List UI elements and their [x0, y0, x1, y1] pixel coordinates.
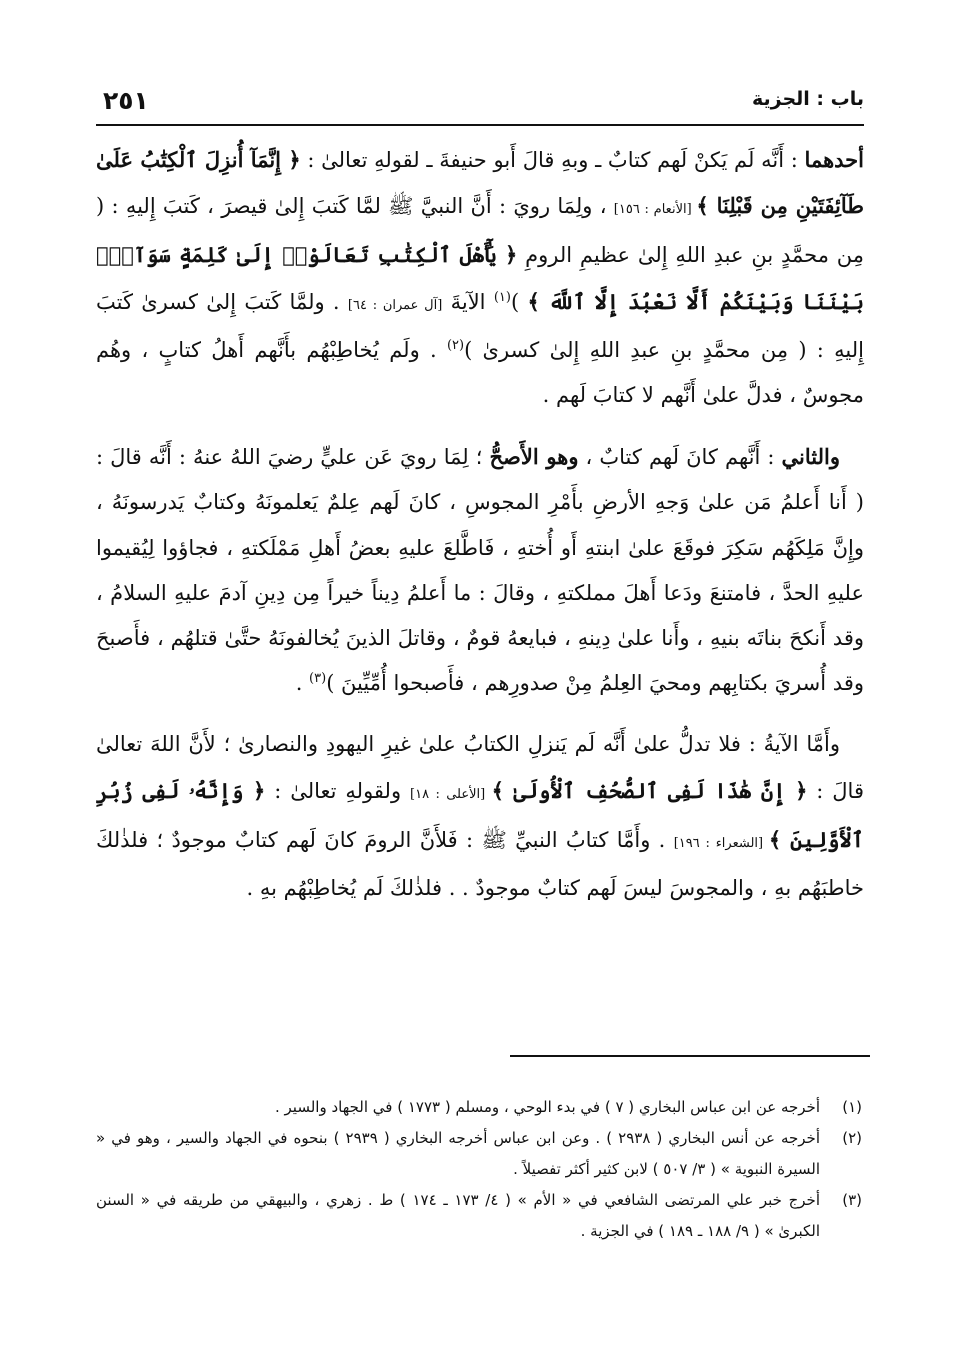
- paragraph: [96, 137, 864, 418]
- footnote-text: أخرج خبر علي المرتضى الشافعي في « الأم » ( ٤/ ١٧٣ ـ ١٧٤ ) ط . زهري ، والبيهقي من طريقه في « السنن الكبرىٰ » ( ٩/ ١٨٨ ـ ١٨٩ ) في الجزية .: [96, 1191, 820, 1240]
- paragraph: [96, 722, 864, 911]
- quran-verse: ﴿ إِنَّ هَٰذَا لَفِى ٱلصُّحُفِ ٱلْأُولَىٰ ﴾: [491, 777, 808, 803]
- body-text: [96, 137, 864, 911]
- text-run: : أَنَّه لَم يَكنْ لَهم كتابٌ ـ وبهِ قالَ أَبو حنيفةَ ـ لقولهِ تعالىٰ :: [300, 148, 805, 172]
- bold-phrase: وهو الأَصحُّ: [489, 444, 579, 470]
- footnotes: [96, 1092, 864, 1247]
- footnote-text: أخرجه عن ابن عباس البخاري ( ٧ ) في بدء الوحي ، ومسلم ( ١٧٧٣ ) في الجهاد والسير .: [274, 1098, 820, 1116]
- footnote: [96, 1123, 864, 1185]
- footnote: [96, 1185, 864, 1247]
- text-run: ، ولِمَا رويَ : أَنَّ النبيَّ ﷺ لمَّا كَتبَ إِلىٰ قيصرَ ، كَتبَ إِليهِ : ( مِن محمَّدٍ بنِ عبدِ اللهِ إِلىٰ عظيمِ الرومِ: [96, 194, 864, 268]
- quran-verse: ﴿ وَإِنَّهُۥ لَفِى زُبُرِ ٱلْأَوَّلِينَ ﴾: [96, 777, 864, 852]
- text-run: ): [510, 289, 528, 314]
- text-run: الآيةَ: [442, 289, 494, 314]
- quran-verse: ﴿ إِنَّمَآ أُنزِلَ ٱلْكِتَٰبُ عَلَىٰ طَآئِفَتَيْنِ مِن قَبْلِنَا ﴾: [96, 147, 864, 219]
- footnote-text: أخرجه عن أنس البخاري ( ٢٩٣٨ ) . وعن ابن عباس أخرجه البخاري ( ٢٩٣٩ ) بنحوه في الجهاد والسير ، وهو في « السيرة النبوية » ( ٣/ ٥٠٧ ) لابن كثير أكثر تفصيلاً .: [96, 1129, 820, 1178]
- verse-reference: [الأعلى : ١٨]: [410, 786, 492, 802]
- text-run: . ولَم يُخاطِبْهُم بأَنَّهم أَهلُ كتابٍ ، وهُم مجوسٌ ، فدلَّ علىٰ أَنَّهم لا كتابَ لَهم .: [96, 337, 864, 408]
- footnote-marker: (٢): [446, 337, 465, 353]
- chapter-title: باب : الجزية: [751, 88, 864, 110]
- verse-reference: [الشعراء : ١٩٦]: [673, 835, 769, 851]
- footnote-number: (٣): [842, 1191, 862, 1209]
- text-run: ولقولهِ تعالىٰ :: [265, 778, 411, 803]
- text-run: . وأَمَّا كتابُ النبيِّ ﷺ : فَلأَنَّ الرومَ كانَ لَهم كتابٌ موجودٌ ؛ فلذٰلكَ خاطبَهُم بهِ ، والمجوسَ ليسَ لَهم كتابٌ موجودٌ . . فلذٰلكَ لَم يُخاطِبْهُم بهِ .: [96, 827, 864, 901]
- verse-reference: [آل عمران : ٦٤]: [347, 297, 443, 313]
- text-run: : أَنَّهم كانَ لَهم كتابٌ ،: [578, 445, 782, 470]
- footnote-marker: (١): [493, 289, 511, 305]
- footnote-marker: (٣): [309, 671, 327, 687]
- verse-reference: [الأنعام : ١٥٦]: [613, 202, 697, 218]
- footnote: [96, 1092, 864, 1123]
- header-rule: [96, 124, 864, 126]
- text-run: .: [295, 671, 310, 696]
- text-run: وأَمَّا الآيةُ : فلا تدلُّ علىٰ أَنَّه لَم يَنزلِ الكتابُ علىٰ غيرِ اليهودِ والنصارىٰ ؛ لأَنَّ اللهَ تعالىٰ قالَ :: [96, 732, 864, 803]
- page-number: ٢٥١: [103, 86, 149, 115]
- quran-verse: ﴿ يَٰٓأَهْلَ ٱلْكِتَٰبِ تَعَالَوْا۟ إِلَىٰ كَلِمَةٍ سَوَآءٍۭ بَيْنَنَا وَبَيْنَكُمْ أَلَّا نَعْبُدَ إِلَّا ٱللَّهَ ﴾: [96, 242, 864, 314]
- bold-phrase: أحدهما: [804, 147, 864, 172]
- bold-phrase: والثاني: [781, 444, 840, 470]
- footnote-number: (٢): [842, 1129, 862, 1147]
- paragraph: [96, 434, 864, 706]
- text-run: . ولمَّا كَتبَ إِلىٰ كسرىٰ كَتبَ إِليهِ : ( مِن محمَّدٍ بنِ عبدِ اللهِ إِلىٰ كسرىٰ ): [96, 289, 864, 362]
- footnote-number: (١): [842, 1098, 862, 1116]
- text-run: ؛ لِمَا رويَ عَن عليٍّ رضيَ اللهُ عنهُ : أَنَّه قالَ : ( أَنا أَعلمُ مَن علىٰ وَجهِ الأرضِ بأَمْرِ المجوسِ ، كانَ لَهم عِلمٌ يَعلمونَهُ وكتابٌ يَدرسونَهُ ، وإِنَّ مَلِكَهُم سَكِرَ فوقَعَ علىٰ ابنتهِ أَو أُختهِ ، فَاطَّلعَ عليهِ بعضُ أَهلِ مَمْلَكتهِ ، فجاؤوا لِيُقيموا عليهِ الحدَّ ، فامتنعَ ودَعا أَهلَ مملكتهِ ، وقالَ : ما أَعلمُ دِيناً خيراً مِن دِينِ آدمَ عليهِ السلامُ ، وقد أَنكحَ بناتَه بنيهِ ، وأَنا علىٰ دِينهِ ، فبايعهُ قومٌ ، وقاتلَ الذينَ يُخالفونَهُ حتَّىٰ قتلهُم ، فأَصبحَ وقد أُسريَ بكتابِهم ومحيَ العِلمُ مِنْ صدورِهم ، فأَصبحوا أُمِّيِّينَ ): [96, 445, 864, 696]
- footnote-separator: [510, 1055, 870, 1057]
